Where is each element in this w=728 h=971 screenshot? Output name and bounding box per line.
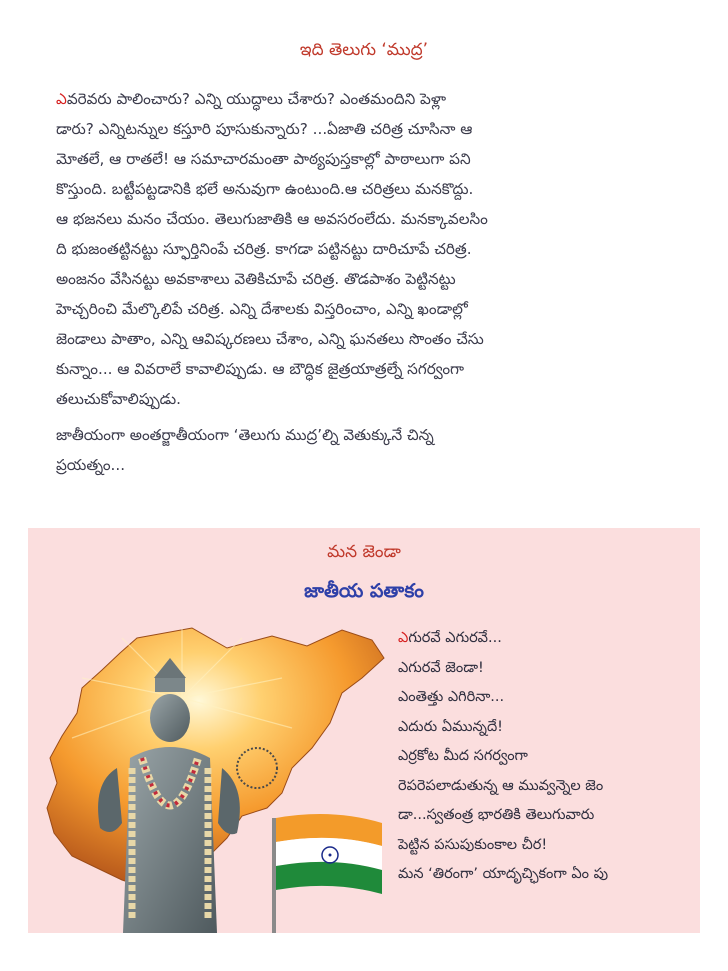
closing-line: జాతీయంగా అంతర్జాతీయంగా ‘తెలుగు ముద్ర’ల్ని వెతుక్కునే చిన్న — [56, 426, 434, 444]
drop-cap: ఎ — [56, 90, 67, 108]
poem-first-line-rest: గురవే ఎగురవే... — [408, 630, 502, 646]
page-title: ఇది తెలుగు ‘ముద్ర’ — [299, 40, 429, 60]
intro-line: వరెవరు పాలించారు? ఎన్ని యుద్ధాలు చేశారు? ఎంతమందిని పెళ్లా — [66, 90, 447, 108]
intro-line: కున్నాం... ఆ వివరాలే కావాలిప్పుడు. ఆ బౌద్ధిక జైత్రయాత్రల్నే సగర్వంగా — [56, 360, 465, 378]
andhra-map-statue-flag-illustration — [42, 618, 392, 933]
poem-line: ఎర్రకోట మీద సగర్వంగా — [398, 748, 528, 764]
poem-line: ఎంతెత్తు ఎగిరినా... — [398, 689, 505, 705]
intro-line: జెండాలు పాతాం, ఎన్ని ఆవిష్కరణలు చేశాం, ఎన్ని ఘనతలు సొంతం చేసు — [56, 330, 484, 348]
intro-line: ఆ భజనలు మనం చేయం. తెలుగుజాతికి ఆ అవసరంలేదు. మనక్కావలసిం — [56, 210, 488, 228]
intro-line: డారు? ఎన్నిటన్నుల కస్తూరి పూసుకున్నారు? ...ఏజాతి చరిత్ర చూసినా ఆ — [56, 120, 473, 138]
poem-line: రెపరెపలాడుతున్న ఆ మువ్వన్నెల జెం — [398, 777, 604, 794]
flag-section-title: మన జెండా — [327, 542, 401, 562]
intro-line: ది భుజంతట్టినట్టు స్ఫూర్తినింపే చరిత్ర. కాగడా పట్టినట్టు దారిచూపే చరిత్ర. — [56, 240, 472, 258]
intro-line: అంజనం వేసినట్టు అవకాశాలు వెతికిచూపే చరిత్ర. తొడపాశం పెట్టినట్టు — [56, 270, 456, 288]
intro-line: తలుచుకోవాలిప్పుడు. — [56, 390, 181, 408]
india-flag-icon — [274, 814, 382, 933]
closing-line: ప్రయత్నం... — [56, 456, 126, 474]
intro-text — [56, 84, 686, 480]
poem-line — [398, 624, 698, 654]
intro-line: హెచ్చరించి మేల్కొలిపే చరిత్ర. ఎన్ని దేశాలకు విస్తరించాం, ఎన్ని ఖండాల్లో — [56, 300, 468, 318]
poem-drop-cap: ఎ — [398, 630, 409, 646]
poem — [398, 624, 698, 890]
poem-line: ఎదురు ఏమున్నదే! — [398, 718, 503, 735]
intro-line: కొస్తుంది. బట్టీపట్టడానికి భలే అనువుగా ఉంటుంది.ఆ చరిత్రలు మనకొద్దు. — [56, 180, 474, 198]
intro-paragraph — [56, 84, 686, 414]
flag-section-subtitle: జాతీయ పతాకం — [304, 580, 424, 602]
intro-line: మోతలే, ఆ రాతలే! ఆ సమాచారమంతా పాఠ్యపుస్తకాల్లో పాఠాలుగా పని — [56, 150, 471, 168]
poem-line: ఎగురవే జెండా! — [398, 659, 484, 676]
poem-line: డా...స్వతంత్ర భారతికి తెలుగువారు — [398, 807, 595, 823]
poem-line: పెట్టిన పసుపుకుంకాల చీర! — [398, 836, 548, 853]
intro-closing-paragraph — [56, 420, 686, 480]
flag-section — [28, 528, 700, 933]
poem-line: మన ‘తిరంగా’ యాదృచ్ఛికంగా ఏం పు — [398, 866, 609, 882]
